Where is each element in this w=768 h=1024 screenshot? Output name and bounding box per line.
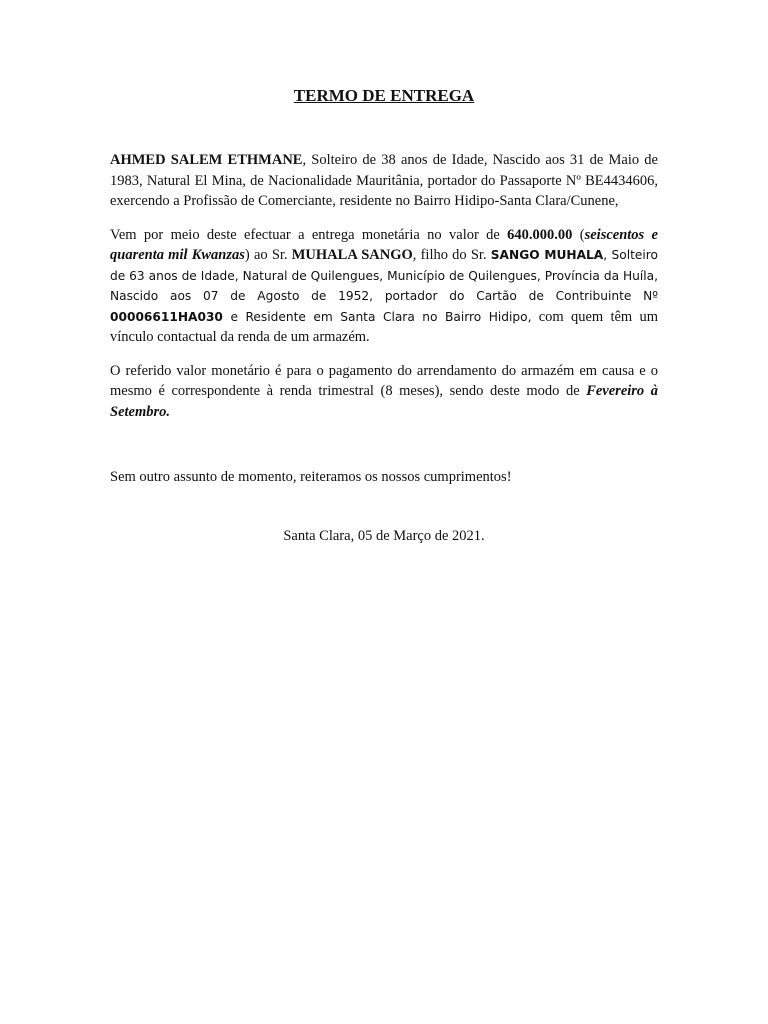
tax-id: 00006611HA030 [110,309,223,324]
amount-words: seiscentos e quarenta mil Kwanzas [110,226,658,263]
delivery-text-5: , Solteiro de 63 anos de Idade, Natural de Quilengues, Município de Quilengues, Província da Huíla, Nascido aos 07 de Agosto de 1952, portador do Cartão de Contribuinte Nº [110,248,658,303]
delivery-text-4: , filho do Sr. [412,247,491,263]
delivery-text-2: ( [572,226,585,243]
delivery-text-7: com quem têm um vínculo contactual da renda de um armazém. [110,308,658,345]
delivery-text-6: e Residente em Santa Clara no Bairro Hidipo, [222,309,532,324]
purpose-text: O referido valor monetário é para o pagamento do arrendamento do armazém em causa e o mesmo é correspondente à renda trimestral (8 meses), sendo deste modo de [110,362,658,399]
paragraph-purpose [110,361,658,423]
person-name: AHMED SALEM ETHMANE [110,152,303,168]
document-date: Santa Clara, 05 de Março de 2021. [283,528,485,544]
document-body [110,150,658,488]
delivery-text-1: Vem por meio deste efectuar a entrega monetária no valor de [110,226,508,243]
delivery-text-3: ) ao Sr. [244,247,292,263]
identity-text: , Solteiro de 38 anos de Idade, Nascido aos 31 de Maio de 1983, Natural El Mina, de Nacionalidade Mauritânia, portador do Passaporte Nº BE4434606, exercendo a Profissão de Comerciante, residente no Bairro Hidipo-Santa Clara/Cunene, [110,152,658,209]
amount: 640.000.00 [507,226,573,243]
paragraph-closing: Sem outro assunto de momento, reiteramos os nossos cumprimentos! [110,469,512,485]
rent-period: Fevereiro à Setembro. [110,383,658,420]
paragraph-delivery [110,225,658,348]
father-name: SANGO MUHALA [490,248,604,262]
paragraph-identity [110,150,658,212]
recipient-name: MUHALA SANGO [291,247,413,263]
document-title: TERMO DE ENTREGA [293,86,475,105]
